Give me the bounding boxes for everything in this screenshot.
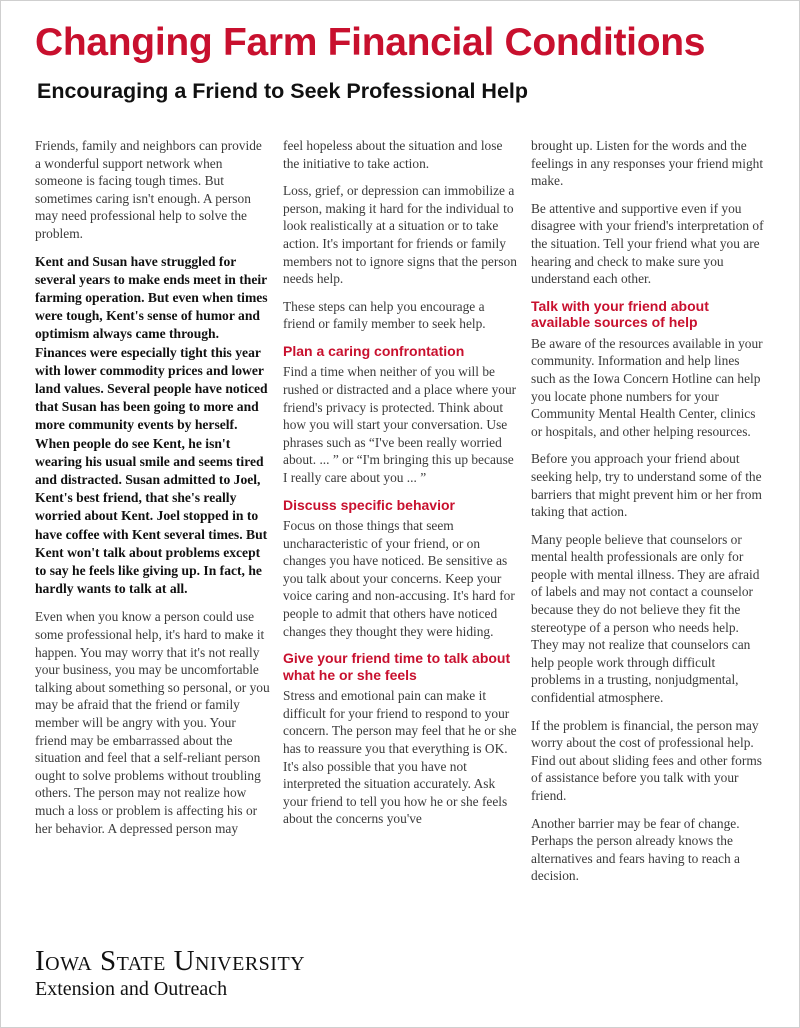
logo-subtitle: Extension and Outreach (35, 978, 228, 1000)
body-paragraph: Even when you know a person could use some professional help, it's hard to make it happen. You may worry that it's not really your business, you may be uncomfortable talking about something so personal, or you may be afraid that the friend or family member will be angry with you. Your friend may be embarrassed about the situation and feel that a self-reliant person ought to solve problems without troubling others. The person may not realize how much a loss or problem is affecting his or her behavior. A depressed person may (35, 609, 270, 836)
body-paragraph: Be aware of the resources available in your community. Information and help lines such as the Iowa Concern Hotline can help you locate phone numbers for your Community Mental Health Center, clinics or hospitals, and other helping resources. (531, 335, 763, 439)
body-paragraph: If the problem is financial, the person may worry about the cost of professional help. Find out about sliding fees and other forms of assistance before you talk with your friend. (531, 717, 762, 803)
body-paragraph: Stress and emotional pain can make it difficult for your friend to respond to your concern. The person may feel that he or she has to reassure you that everything is OK. It's also possible that you have not interpreted the situation accurately. Ask your friend to tell you how he or she feels about the concerns you've (283, 688, 517, 827)
body-paragraph: Another barrier may be fear of change. Perhaps the person already knows the alternatives and fears having to reach a decision. (531, 815, 740, 884)
body-paragraph: feel hopeless about the situation and lose the initiative to take action. (283, 138, 503, 171)
section-heading-discuss: Discuss specific behavior (283, 496, 455, 513)
body-paragraph: Many people believe that counselors or mental health professionals are only for people with mental illness. They are afraid of labels and may not contact a counselor because they do not believe they fit the stereotype of a person who needs help. They may not realize that counselors can help people work through difficult problems in a trusting, nonjudgmental, confidential atmosphere. (531, 531, 760, 706)
body-paragraph: Loss, grief, or depression can immobilize a person, making it hard for the individual to look realistically at a situation or to take action. It's important for friends or family members not to ignore signs that the person needs help. (283, 183, 517, 287)
body-paragraph: Find a time when neither of you will be rushed or distracted and a place where your friend's privacy is protected. Think about how you will start your conversation. Use phrases such as “I've been really worried about. ... ” or “I'm bringing this up because I really care about you ... ” (283, 364, 517, 485)
logo-wordmark: Iowa State University (35, 945, 306, 977)
university-logo (35, 945, 305, 1001)
intro-paragraph: Friends, family and neighbors can provide a wonderful support network when someone is facing tough times. But sometimes caring isn't enough. A person may need professional help to solve the problem. (35, 138, 262, 241)
story-paragraph: Kent and Susan have struggled for several years to make ends meet in their farming operation. But even when times were tough, Kent's sense of humor and optimism always came through. Finances were especially tight this year with lower commodity prices and lower land values. Several people have noticed that Susan has been going to more and more community events by herself. When people do see Kent, he isn't wearing his usual smile and seems tired and distracted. Susan admitted to Joel, Kent's best friend, that she's really worried about Kent. Joel stopped in to have coffee with Kent several times. But Kent won't talk about problems except to say he feels like giving up. In fact, he hardly wants to talk at all. (35, 253, 268, 597)
section-heading-sources: Talk with your friend about available sources of help (531, 297, 709, 331)
page-title: Changing Farm Financial Conditions (35, 21, 706, 64)
body-paragraph: Be attentive and supportive even if you disagree with your friend's interpretation of the situation. Tell your friend what you are hearing and check to make sure you understand each other. (531, 200, 764, 287)
page-subtitle: Encouraging a Friend to Seek Professional Help (37, 79, 529, 103)
body-paragraph: These steps can help you encourage a friend or family member to seek help. (283, 298, 486, 332)
body-paragraph: brought up. Listen for the words and the feelings in any responses your friend might make. (531, 138, 764, 189)
column-2 (283, 137, 519, 838)
body-paragraph: Focus on those things that seem uncharacteristic of your friend, or on changes you have noticed. Be sensitive as you talk about your concerns. Keep your voice caring and non-accusing. It's hard for people to admit that others have noticed changes they thought they were hiding. (283, 518, 515, 639)
section-heading-plan: Plan a caring confrontation (283, 342, 465, 359)
section-heading-give-time: Give your friend time to talk about what he or she feels (283, 650, 511, 683)
body-paragraph: Before you approach your friend about seeking help, try to understand some of the barriers that might prevent him or her from taking that action. (531, 451, 762, 520)
column-3 (531, 137, 767, 895)
column-1 (35, 137, 271, 847)
